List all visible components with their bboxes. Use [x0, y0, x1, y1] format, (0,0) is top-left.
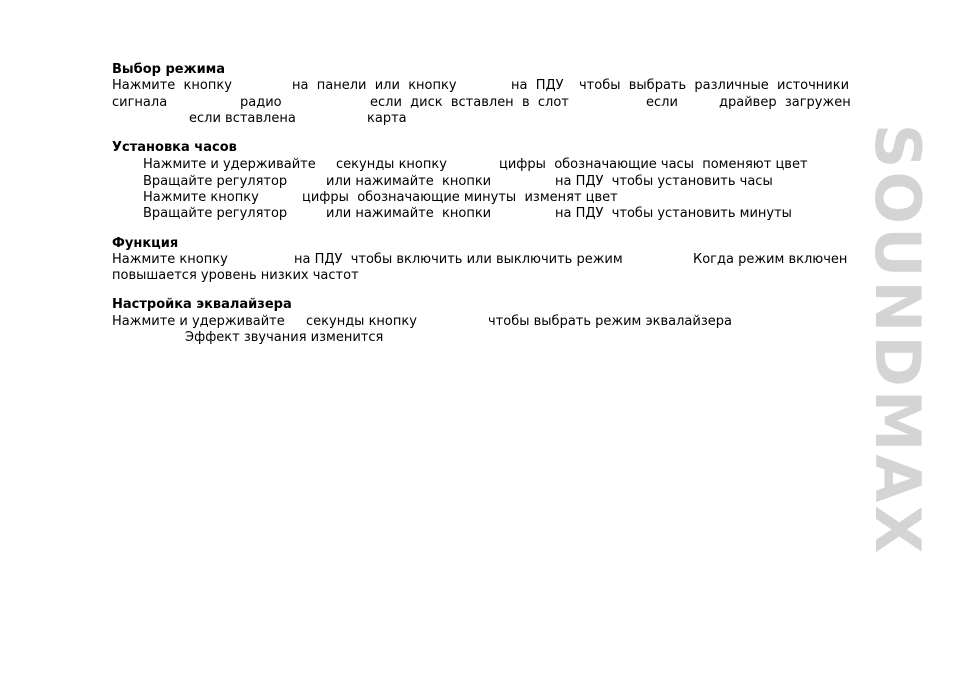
- text-fragment: Вращайте регулятор: [143, 206, 288, 221]
- text-fragment: Вращайте регулятор: [143, 174, 288, 189]
- text-fragment: на ПДУ чтобы включить или выключить режим: [294, 252, 623, 267]
- text-fragment: Нажмите кнопку: [112, 78, 232, 93]
- text-fragment: Нажмите и удерживайте: [143, 157, 316, 172]
- text-fragment: чтобы выбрать режим эквалайзера: [488, 314, 732, 329]
- section-heading-mode-select: Выбор режима: [112, 62, 226, 77]
- text-fragment: драйвер загружен: [719, 95, 851, 110]
- text-fragment: секунды кнопку: [306, 314, 417, 329]
- text-fragment: на ПДУ: [511, 78, 564, 93]
- text-fragment: Нажмите кнопку: [143, 190, 259, 205]
- text-fragment: или нажимайте кнопки: [326, 206, 492, 221]
- text-fragment: Нажмите кнопку: [112, 252, 228, 267]
- brand-logo-text: SOUNDMAX: [861, 123, 934, 557]
- text-fragment: цифры обозначающие минуты изменят цвет: [302, 190, 618, 205]
- text-fragment: карта: [367, 111, 407, 126]
- brand-logo: [862, 40, 932, 640]
- text-fragment: Эффект звучания изменится: [185, 330, 384, 345]
- text-fragment: если диск вставлен в слот: [370, 95, 569, 110]
- text-fragment: повышается уровень низких частот: [112, 268, 359, 283]
- text-fragment: Нажмите и удерживайте: [112, 314, 285, 329]
- text-fragment: сигнала: [112, 95, 168, 110]
- text-fragment: если: [646, 95, 678, 110]
- text-fragment: Когда режим включен: [693, 252, 848, 267]
- text-fragment: цифры обозначающие часы поменяют цвет: [499, 157, 808, 172]
- text-fragment: радио: [240, 95, 282, 110]
- section-heading-clock-setup: Установка часов: [112, 140, 237, 155]
- text-fragment: на панели или кнопку: [292, 78, 457, 93]
- text-fragment: если вставлена: [189, 111, 296, 126]
- section-heading-equalizer: Настройка эквалайзера: [112, 297, 292, 312]
- text-fragment: на ПДУ чтобы установить минуты: [555, 206, 792, 221]
- text-fragment: или нажимайте кнопки: [326, 174, 492, 189]
- text-fragment: на ПДУ чтобы установить часы: [555, 174, 773, 189]
- section-heading-function: Функция: [112, 236, 179, 251]
- text-fragment: чтобы выбрать различные источники: [579, 78, 850, 93]
- text-fragment: секунды кнопку: [336, 157, 447, 172]
